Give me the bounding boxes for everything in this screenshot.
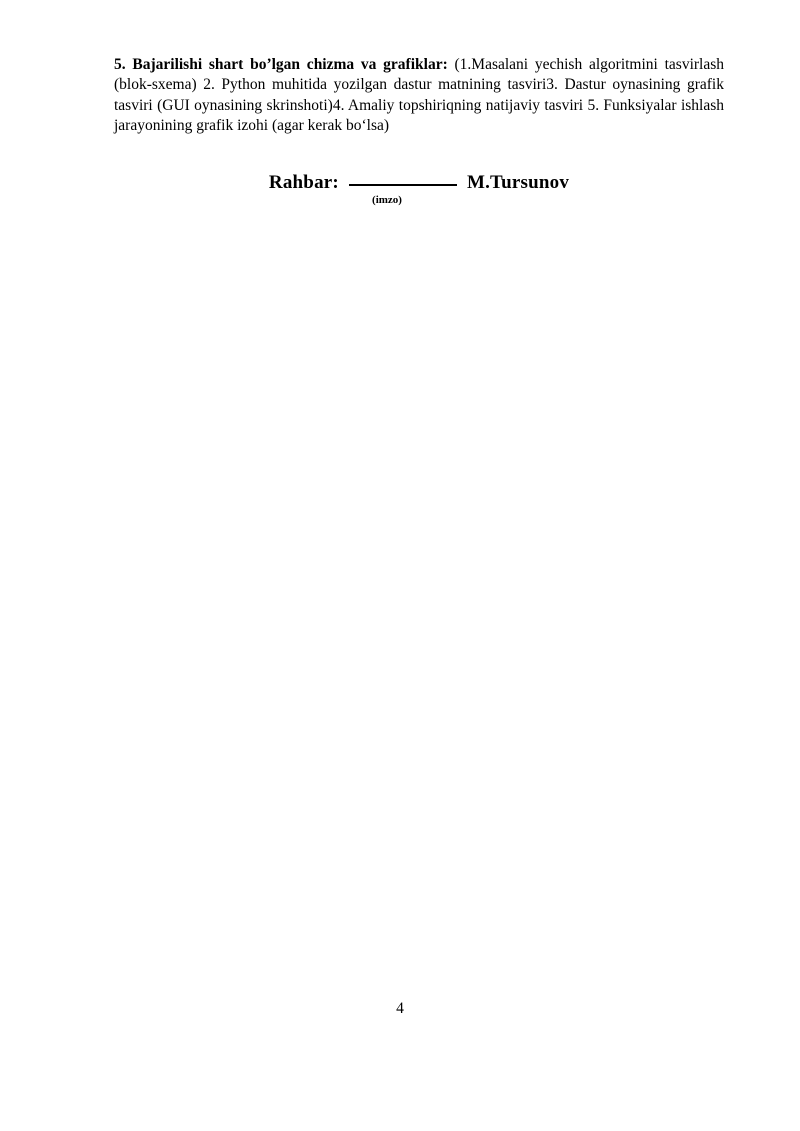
signature-caption: (imzo) bbox=[372, 194, 402, 206]
section-paragraph bbox=[114, 55, 724, 137]
signature-blank-line bbox=[349, 168, 457, 186]
section-paragraph-container bbox=[114, 55, 724, 137]
section-body-text: (1.Masalani yechish algoritmini tasvirlash (blok-sxema) 2. Python muhitida yozilgan dastur matnining tasviri3. Dastur oynasining grafik tasviri (GUI oynasining skrinshoti)4. Amaliy topshiriqning natijaviy tasviri 5. Funksiyalar ishlash jarayonining grafik izohi (agar kerak bo‘lsa) bbox=[114, 56, 725, 135]
signature-role-label: Rahbar: bbox=[268, 172, 339, 193]
signature-line bbox=[269, 168, 569, 194]
section-heading: 5. Bajarilishi shart bo’lgan chizma va grafiklar: bbox=[114, 56, 448, 73]
page-number: 4 bbox=[396, 1000, 404, 1017]
signature-name: M.Tursunov bbox=[466, 172, 570, 193]
signature-block bbox=[114, 168, 724, 206]
